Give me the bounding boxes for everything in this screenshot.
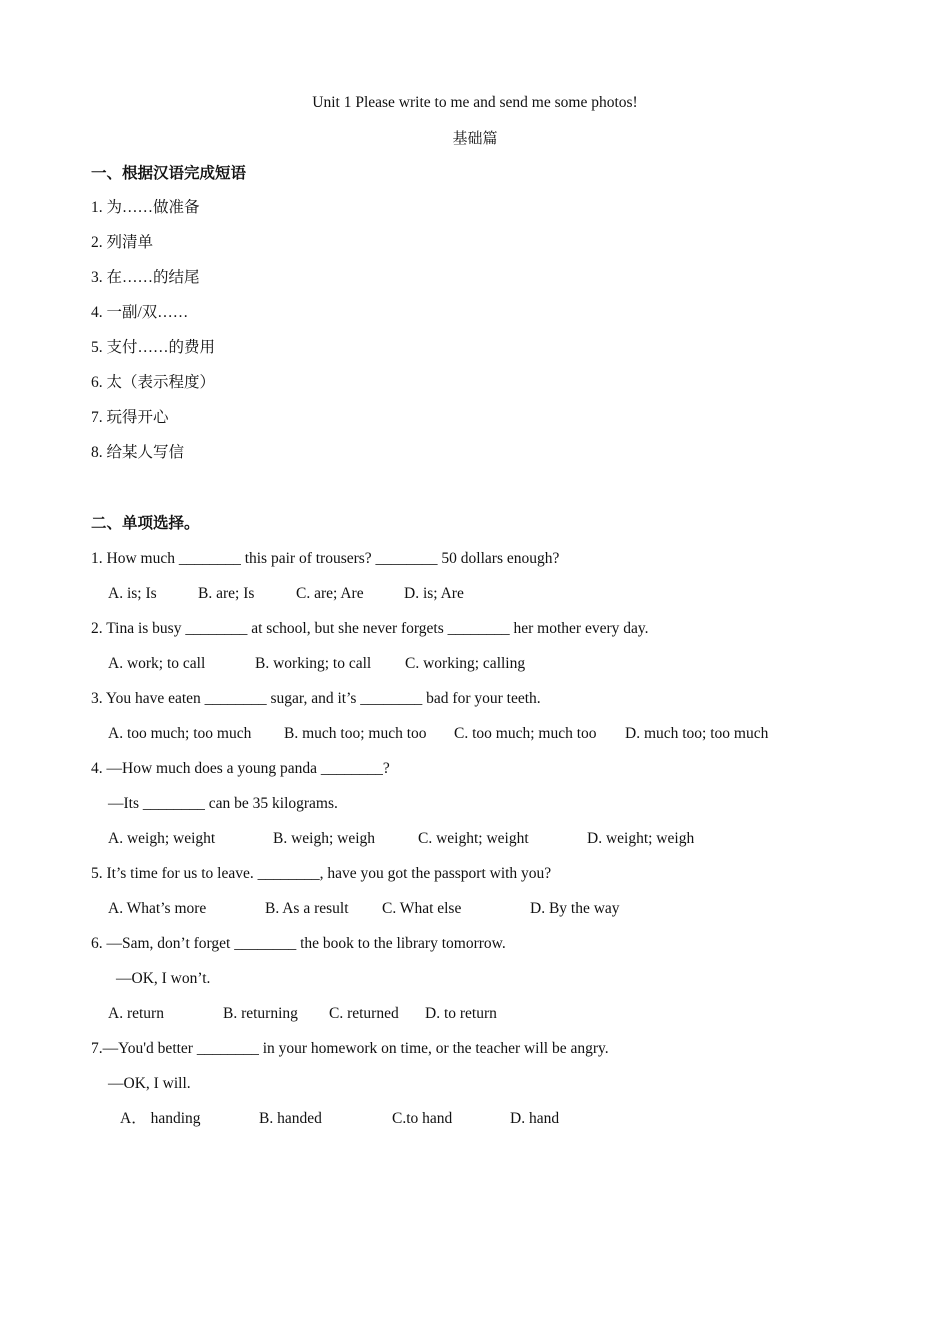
phrase-item: 5. 支付……的费用	[91, 339, 216, 356]
phrase-item: 4. 一副/双……	[91, 304, 189, 321]
question-7-option-b: B. handed	[259, 1110, 322, 1127]
question-3-stem: 3. You have eaten ________ sugar, and it’s ________ bad for your teeth.	[91, 690, 541, 707]
question-6-option-d: D. to return	[425, 1005, 497, 1022]
question-7-reply: —OK, I will.	[108, 1075, 191, 1092]
question-4-option-a: A. weigh; weight	[108, 830, 216, 847]
question-4-option-d: D. weight; weigh	[587, 830, 695, 847]
question-3-option-d: D. much too; too much	[625, 725, 769, 742]
question-6-stem: 6. —Sam, don’t forget ________ the book to the library tomorrow.	[91, 935, 506, 952]
question-1-option-b: B. are; Is	[198, 585, 255, 602]
question-1-option-c: C. are; Are	[296, 585, 364, 602]
question-2-option-c: C. working; calling	[405, 655, 526, 672]
question-2-option-b: B. working; to call	[255, 655, 372, 672]
question-7-option-d: D. hand	[510, 1110, 560, 1127]
question-3-option-a: A. too much; too much	[108, 725, 252, 742]
question-1-option-a: A. is; Is	[108, 585, 157, 602]
question-3-option-b: B. much too; much too	[284, 725, 427, 742]
question-7-option-c: C.to hand	[392, 1110, 453, 1127]
question-2-stem: 2. Tina is busy ________ at school, but she never forgets ________ her mother every day.	[91, 620, 649, 637]
question-5-stem: 5. It’s time for us to leave. ________, have you got the passport with you?	[91, 865, 552, 882]
question-1-stem: 1. How much ________ this pair of trousers? ________ 50 dollars enough?	[91, 550, 560, 567]
section1-heading: 一、根据汉语完成短语	[91, 164, 247, 182]
question-6-option-b: B. returning	[223, 1005, 298, 1022]
page-subtitle: 基础篇	[452, 129, 498, 147]
question-6-option-a: A. return	[108, 1005, 164, 1022]
question-5-option-c: C. What else	[382, 900, 462, 917]
phrase-item: 6. 太（表示程度）	[91, 374, 216, 391]
question-5-option-b: B. As a result	[265, 900, 349, 917]
question-4-option-b: B. weigh; weigh	[273, 830, 376, 847]
question-6-reply: —OK, I won’t.	[116, 970, 211, 987]
phrase-item: 2. 列清单	[91, 234, 154, 251]
question-1-option-d: D. is; Are	[404, 585, 464, 602]
phrase-item: 8. 给某人写信	[91, 444, 185, 461]
question-3-option-c: C. too much; much too	[454, 725, 597, 742]
question-4-reply: —Its ________ can be 35 kilograms.	[108, 795, 338, 812]
question-7-option-a: A． handing	[120, 1110, 201, 1127]
question-2-option-a: A. work; to call	[108, 655, 206, 672]
page-title: Unit 1 Please write to me and send me some photos!	[312, 94, 638, 111]
question-4-option-c: C. weight; weight	[418, 830, 529, 847]
phrase-item: 7. 玩得开心	[91, 409, 169, 426]
phrase-item: 3. 在……的结尾	[91, 269, 200, 286]
question-6-option-c: C. returned	[329, 1005, 399, 1022]
question-4-stem: 4. —How much does a young panda ________?	[91, 760, 390, 777]
section2-heading: 二、单项选择。	[91, 514, 200, 532]
question-5-option-a: A. What’s more	[108, 900, 207, 917]
question-5-option-d: D. By the way	[530, 900, 620, 917]
phrase-item: 1. 为……做准备	[91, 199, 200, 216]
question-7-stem: 7.—You'd better ________ in your homework on time, or the teacher will be angry.	[91, 1040, 609, 1057]
